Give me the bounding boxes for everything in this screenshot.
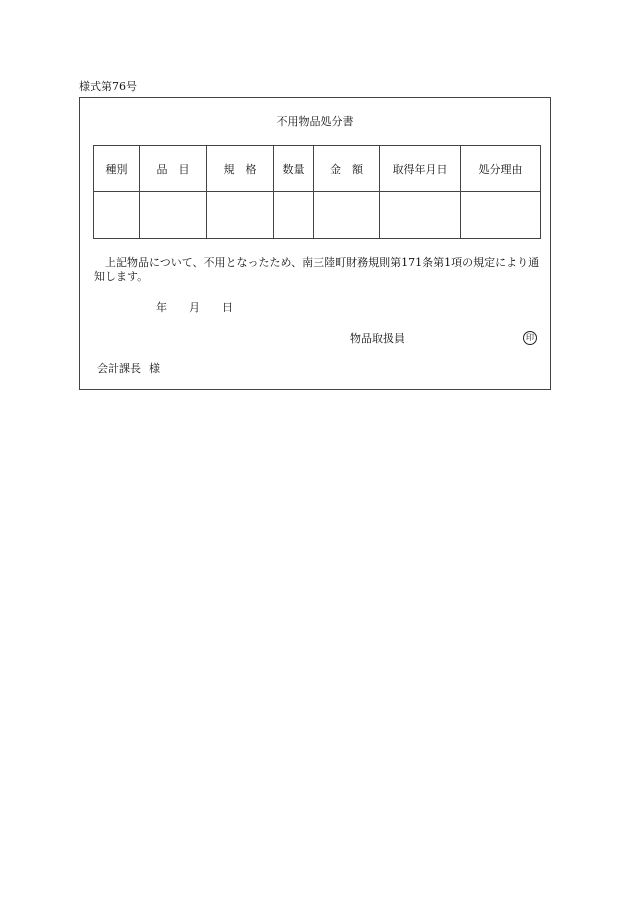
addressee-honorific: 様 [149,362,160,375]
document-title: 不用物品処分書 [276,115,354,128]
column-header-quantity: 数量 [274,146,314,192]
officer-label: 物品取扱員 [350,332,405,345]
column-header-spec: 規 格 [207,146,274,192]
date-year: 年 [156,301,167,314]
table-header-row [94,146,541,192]
column-header-acquired-date: 取得年月日 [380,146,461,192]
date-month: 月 [189,301,200,314]
cell-spec [207,192,274,239]
notice-text: 上記物品について、不用となったため、南三陸町財務規則第171条第1項の規定により通知します。 [94,256,540,283]
date-day: 日 [222,301,233,314]
addressee-title: 会計課長 [97,362,141,375]
cell-acquired-date [380,192,461,239]
date-line [156,301,233,315]
items-table [93,145,541,239]
column-header-disposal-reason: 処分理由 [461,146,541,192]
form-number: 様式第76号 [79,80,137,93]
document-frame [79,97,551,390]
cell-quantity [274,192,314,239]
column-header-amount: 金 額 [314,146,380,192]
addressee [97,362,160,376]
column-header-type: 種別 [94,146,140,192]
seal-mark: 印 [523,331,537,345]
cell-disposal-reason [461,192,541,239]
cell-amount [314,192,380,239]
cell-item [140,192,207,239]
column-header-item: 品 目 [140,146,207,192]
table-row [94,192,541,239]
cell-type [94,192,140,239]
